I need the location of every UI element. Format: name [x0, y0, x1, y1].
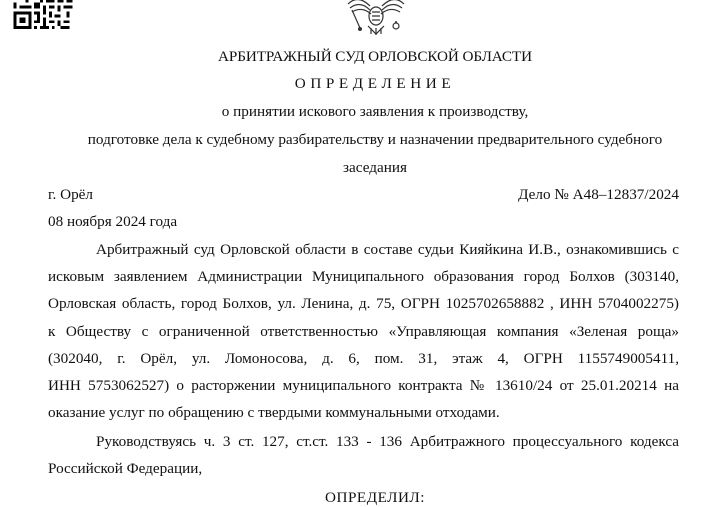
qr-code-icon: [10, 0, 76, 32]
document-title: ОПРЕДЕЛЕНИЕ: [294, 75, 456, 92]
paragraph-line: ИНН 5753062527) о расторжении муниципального контракта № 13610/24 от 25.01.20214 на: [48, 376, 679, 394]
city: г. Орёл: [48, 186, 93, 203]
paragraph-line: (302040, г. Орёл, ул. Ломоносова, д. 6, пом. 31, этаж 4, ОГРН 1155749005411,: [48, 349, 679, 367]
paragraph-line: Руководствуясь ч. 3 ст. 127, ст.ст. 133 - 136 Арбитражного процессуального кодекса: [96, 433, 679, 450]
subject-line-1: о принятии искового заявления к производству,: [221, 103, 529, 120]
paragraph-line: оказание услуг по обращению с твердыми коммунальными отходами.: [48, 404, 500, 422]
paragraph-claim: [48, 236, 679, 426]
case-number: Дело № А48–12837/2024: [518, 186, 679, 203]
resolved-heading: ОПРЕДЕЛИЛ:: [325, 489, 425, 506]
paragraph-legal-basis: [48, 428, 679, 482]
paragraph-line: Орловская область, город Болхов, ул. Ленина, д. 75, ОГРН 1025702658882 , ИНН 5704002275): [48, 295, 679, 313]
coat-of-arms-icon: [338, 0, 414, 36]
paragraph-line: Арбитражный суд Орловской области в составе судьи Кияйкина И.В., ознакомившись с: [96, 241, 679, 258]
subject-line-3: заседания: [343, 159, 407, 176]
subject-line-2: подготовке дела к судебному разбирательству и назначении предварительного судебного: [87, 131, 663, 148]
paragraph-line: Российской Федерации,: [48, 460, 203, 478]
paragraph-line: исковым заявлением Администрации Муниципального образования город Болхов (303140,: [48, 268, 679, 286]
paragraph-line: к Обществу с ограниченной ответственностью «Управляющая компания «Зеленая роща»: [48, 322, 679, 340]
court-name: АРБИТРАЖНЫЙ СУД ОРЛОВСКОЙ ОБЛАСТИ: [218, 48, 532, 65]
decision-date: 08 ноября 2024 года: [48, 213, 178, 230]
